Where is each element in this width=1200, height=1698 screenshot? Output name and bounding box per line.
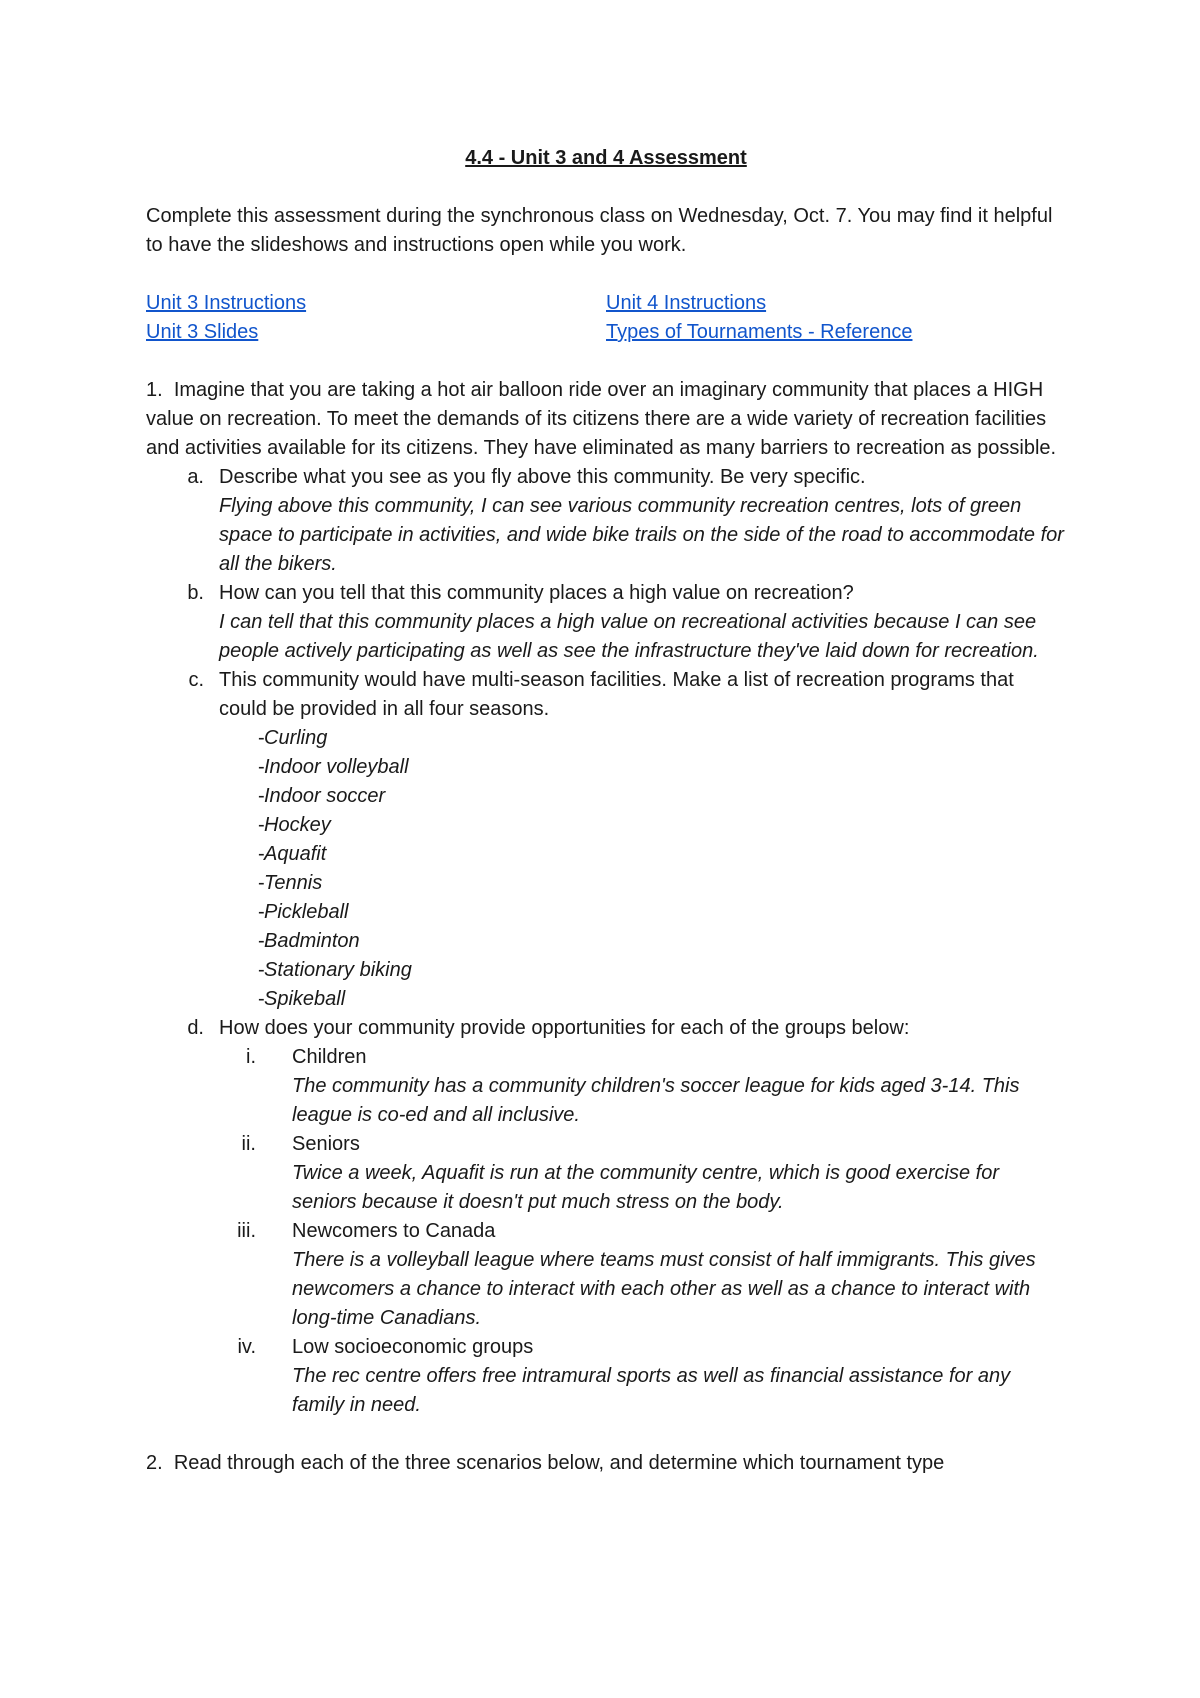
- program-name: Spikeball: [264, 988, 346, 1010]
- question-2: [146, 1449, 1066, 1478]
- group-item: [146, 1217, 1066, 1333]
- list-item: [146, 753, 1066, 782]
- list-marker: c.: [188, 669, 204, 691]
- list-item: [146, 782, 1066, 811]
- group-name: Low socioeconomic groups: [292, 1336, 534, 1358]
- list-marker: a.: [187, 466, 204, 488]
- program-name: Curling: [264, 727, 328, 749]
- program-name: Badminton: [264, 930, 360, 952]
- dash-marker: -: [258, 959, 265, 981]
- group-answer: The community has a community children's soccer league for kids aged 3-14. This league is co-ed and all inclusive.: [292, 1075, 1020, 1126]
- links-right-column: [606, 289, 1066, 347]
- dash-marker: -: [258, 814, 265, 836]
- list-item: [146, 811, 1066, 840]
- question-2-text: 2. Read through each of the three scenarios below, and determine which tournament type: [146, 1452, 945, 1474]
- document-content: [146, 144, 1066, 1478]
- dash-marker: -: [258, 843, 265, 865]
- question-1a-answer: Flying above this community, I can see various community recreation centres, lots of green space to participate in activities, and wide bike trails on the side of the road to accommodate for all the bikers.: [219, 495, 1064, 575]
- page-title: 4.4 - Unit 3 and 4 Assessment: [465, 147, 747, 169]
- group-answer: There is a volleyball league where teams must consist of half immigrants. This gives newcomers a chance to interact with each other as well as a chance to interact with long-time Canadians.: [292, 1249, 1036, 1329]
- dash-marker: -: [258, 872, 265, 894]
- list-item: [146, 840, 1066, 869]
- intro-paragraph: Complete this assessment during the synchronous class on Wednesday, Oct. 7. You may find it helpful to have the slideshows and instructions open while you work.: [146, 205, 1053, 256]
- group-item: [146, 1333, 1066, 1420]
- dash-marker: -: [258, 930, 265, 952]
- group-answer: The rec centre offers free intramural sports as well as financial assistance for any family in need.: [292, 1365, 1011, 1416]
- roman-marker: ii.: [241, 1133, 256, 1155]
- list-marker: b.: [187, 582, 204, 604]
- question-1b: [146, 579, 1066, 666]
- list-marker: d.: [187, 1017, 204, 1039]
- group-name: Children: [292, 1046, 367, 1068]
- reference-links: [146, 289, 1066, 347]
- roman-marker: iii.: [237, 1220, 256, 1242]
- unit3-instructions-link[interactable]: Unit 3 Instructions: [146, 292, 307, 314]
- list-item: [146, 869, 1066, 898]
- program-list: [146, 724, 1066, 1014]
- question-1a-prompt: Describe what you see as you fly above this community. Be very specific.: [219, 466, 866, 488]
- question-1b-answer: I can tell that this community places a high value on recreational activities because I can see people actively participating as well as see the infrastructure they've laid down for recreation.: [219, 611, 1039, 662]
- question-1d-prompt: How does your community provide opportunities for each of the groups below:: [219, 1017, 910, 1039]
- question-1c-prompt: This community would have multi-season facilities. Make a list of recreation programs that could be provided in all four seasons.: [219, 669, 1014, 720]
- dash-marker: -: [258, 988, 265, 1010]
- program-name: Stationary biking: [264, 959, 412, 981]
- dash-marker: -: [258, 785, 265, 807]
- roman-marker: i.: [246, 1046, 256, 1068]
- list-item: [146, 956, 1066, 985]
- question-1b-prompt: How can you tell that this community places a high value on recreation?: [219, 582, 854, 604]
- program-name: Indoor volleyball: [264, 756, 409, 778]
- group-list: [146, 1043, 1066, 1420]
- dash-marker: -: [258, 727, 265, 749]
- group-item: [146, 1130, 1066, 1217]
- question-1c: [146, 666, 1066, 724]
- question-2-number: 2.: [146, 1452, 163, 1474]
- dash-marker: -: [258, 901, 265, 923]
- question-1d: [146, 1014, 1066, 1043]
- list-item: [146, 724, 1066, 753]
- group-name: Newcomers to Canada: [292, 1220, 496, 1242]
- question-1-text: 1. Imagine that you are taking a hot air balloon ride over an imaginary community that places a HIGH value on recreation. To meet the demands of its citizens there are a wide variety of recreation facilities and activities available for its citizens. They have eliminated as many barriers to recreation as possible.: [146, 379, 1057, 459]
- question-1: [146, 376, 1066, 1420]
- links-left-column: [146, 289, 606, 347]
- dash-marker: -: [258, 756, 265, 778]
- group-name: Seniors: [292, 1133, 360, 1155]
- unit3-slides-link[interactable]: Unit 3 Slides: [146, 321, 259, 343]
- group-answer: Twice a week, Aquafit is run at the community centre, which is good exercise for seniors because it doesn't put much stress on the body.: [292, 1162, 999, 1213]
- list-item: [146, 927, 1066, 956]
- unit4-instructions-link[interactable]: Unit 4 Instructions: [606, 292, 767, 314]
- program-name: Tennis: [264, 872, 323, 894]
- program-name: Hockey: [264, 814, 331, 836]
- question-1a: [146, 463, 1066, 579]
- question-1-number: 1.: [146, 379, 163, 401]
- roman-marker: iv.: [237, 1336, 256, 1358]
- program-name: Pickleball: [264, 901, 349, 923]
- program-name: Indoor soccer: [264, 785, 386, 807]
- list-item: [146, 985, 1066, 1014]
- group-item: [146, 1043, 1066, 1130]
- program-name: Aquafit: [264, 843, 327, 865]
- tournament-types-link[interactable]: Types of Tournaments - Reference: [606, 321, 913, 343]
- list-item: [146, 898, 1066, 927]
